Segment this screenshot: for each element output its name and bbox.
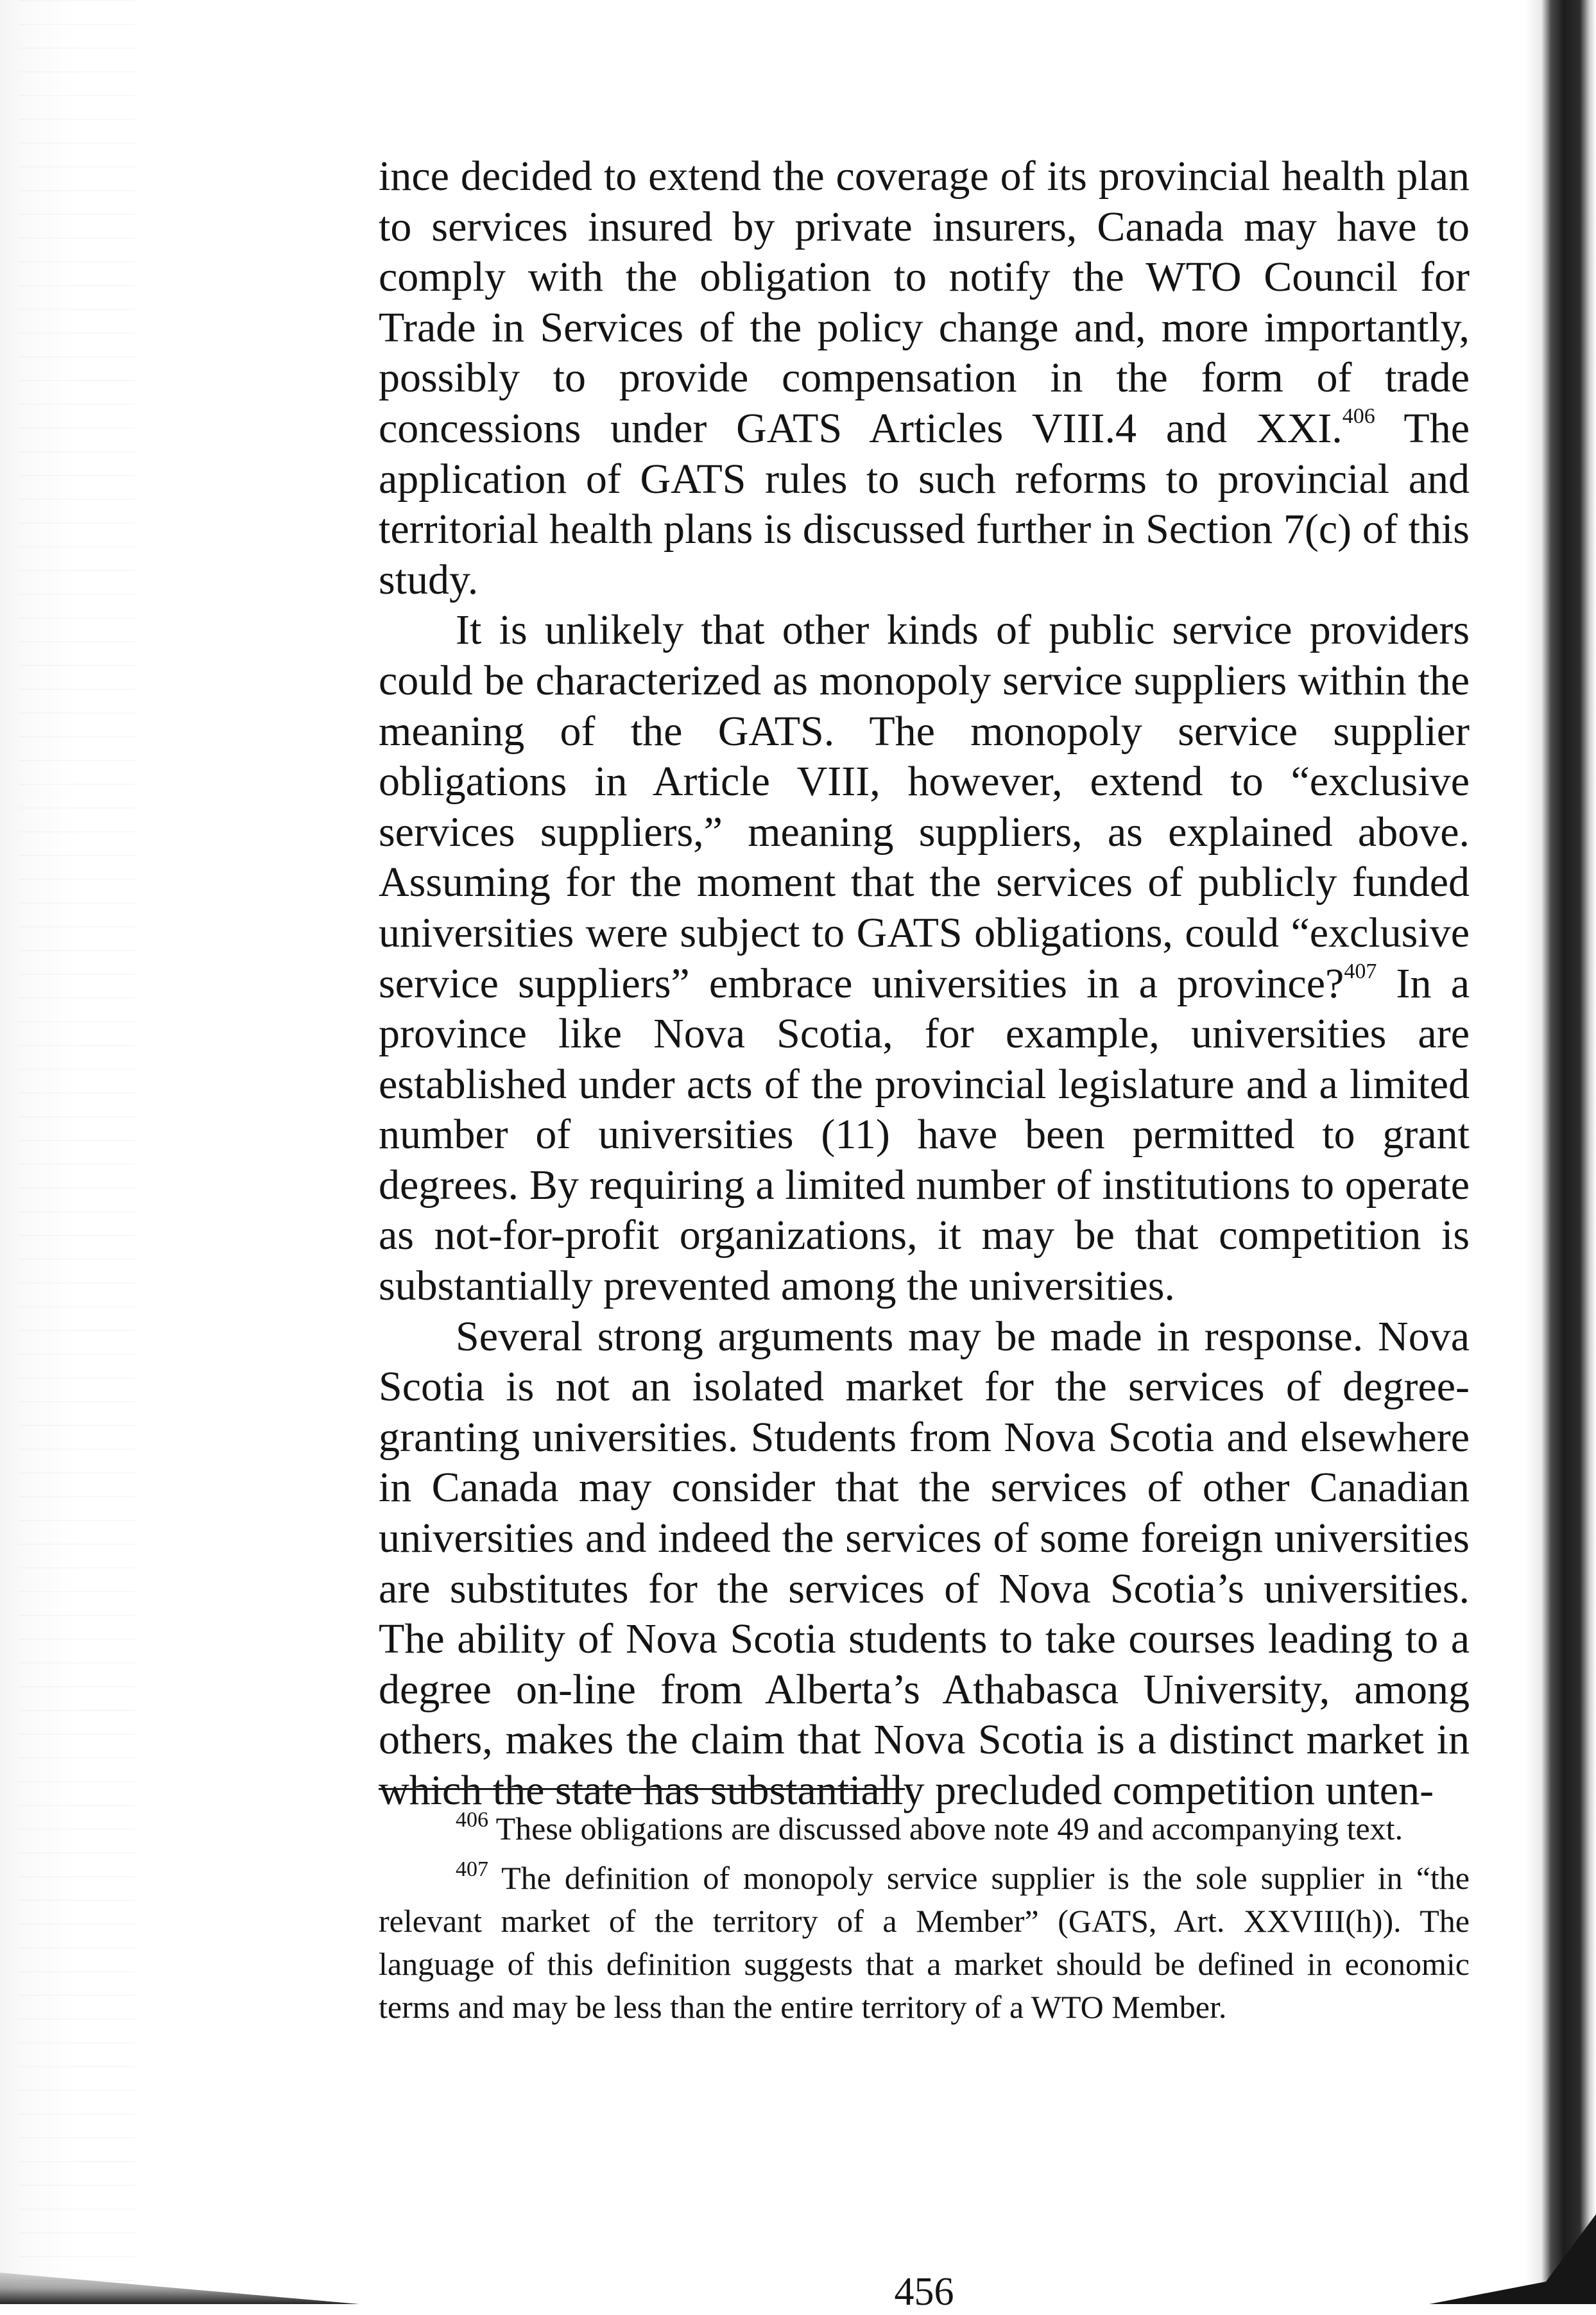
scan-specks (19, 0, 135, 2304)
footnotes (379, 1807, 1470, 2035)
footnote-number: 406 (456, 1808, 488, 1832)
paragraph-1 (379, 151, 1470, 605)
paragraph-1-text-continued: The application of GATS rules to such reforms to provincial and territorial health plans is discussed further in Section 7(c) of this study. (379, 404, 1470, 603)
footnote-407 (379, 1857, 1470, 2029)
footnote-text: These obligations are discussed above note 49 and accompanying text. (488, 1811, 1403, 1846)
book-page (379, 151, 1470, 2314)
paragraph-2 (379, 605, 1470, 1311)
footnote-separator (379, 1788, 905, 1790)
footnote-reference-406: 406 (1342, 404, 1375, 428)
footnote-text: The definition of monopoly service supplier is the sole supplier in “the relevant market of the territory of a Member” (GATS, Art. XXVIII(h)). The language of this definition suggests that a market should be defined in economic terms and may be less than the entire territory of a WTO Member. (379, 1860, 1470, 2025)
paragraph-2-text: It is unlikely that other kinds of public service providers could be characterized as monopoly service suppliers within the meaning of the GATS. The monopoly service supplier obligations in Article VIII, however, extend to “exclusive services suppliers,” meaning suppliers, as explained above. Assuming for the moment that the services of publicly funded universities were subject to GATS obligations, could “exclusive service suppliers” embrace universities in a province? (379, 607, 1470, 1007)
paragraph-1-text: ince decided to extend the coverage of its provincial health plan to services insured by private insurers, Canada may have to comply with the obligation to notify the WTO Council for Trade in Services of the policy change and, more importantly, possibly to provide compensation in the form of trade concessions under GATS Articles VIII.4 and XXI. (379, 153, 1470, 452)
body-text (379, 151, 1470, 1816)
footnote-reference-407: 407 (1344, 959, 1377, 983)
page-number: 456 (894, 2270, 954, 2314)
paragraph-2-text-continued: In a province like Nova Scotia, for example, universities are established under acts of the provincial legislature and a limited number of universities (11) have been permitted to grant degrees. By requiring a limited number of institutions to operate as not-for-profit organizations, it may be that competition is substantially prevented among the universities. (379, 960, 1470, 1310)
footnote-number: 407 (456, 1857, 488, 1881)
book-spine-edge (1525, 0, 1596, 2304)
paragraph-3: Several strong arguments may be made in response. Nova Scotia is not an isolated market for the services of degree-granting universities. Students from Nova Scotia and elsewhere in Canada may consider that the services of other Canadian universities and indeed the services of some foreign universities are substitutes for the services of Nova Scotia’s universities. The ability of Nova Scotia students to take courses leading to a degree on-line from Alberta’s Athabasca University, among others, makes the claim that Nova Scotia is a distinct market in which the state has substantially precluded competition unten- (379, 1312, 1470, 1814)
scan-left-margin-artifact (0, 0, 148, 2304)
footnote-406 (379, 1807, 1470, 1850)
